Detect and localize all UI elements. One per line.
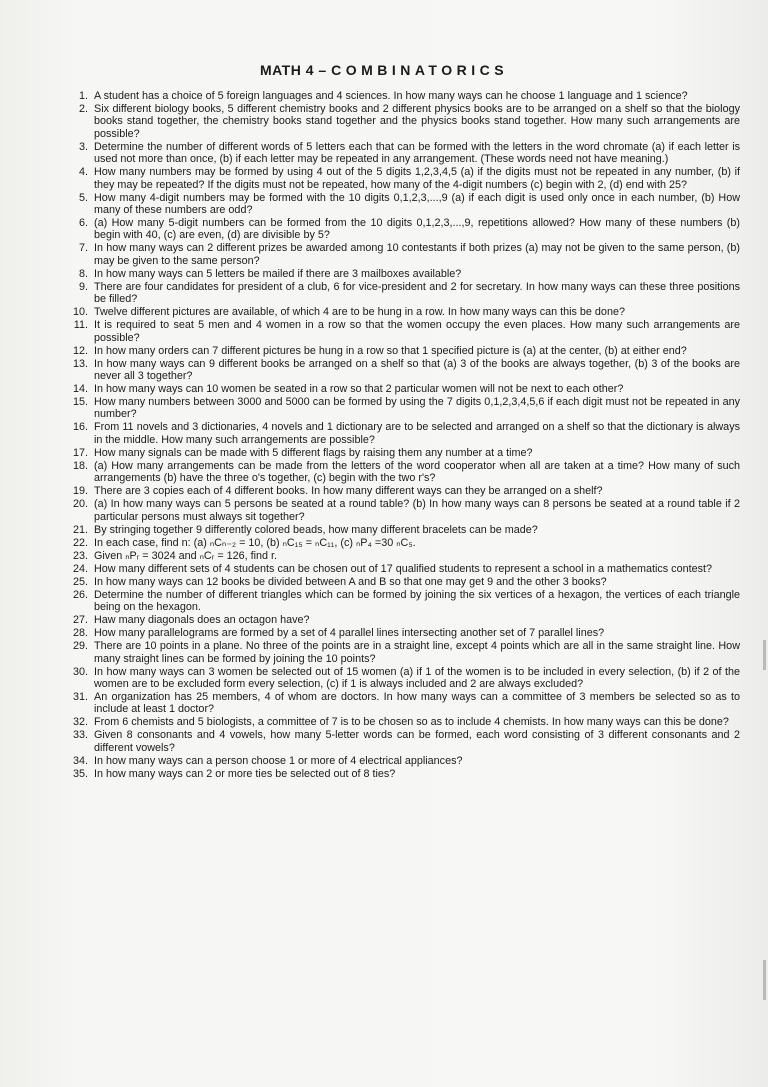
- problem-text: It is required to seat 5 men and 4 women in a row so that the women occupy the even places. How many such arrangements are possible?: [94, 319, 740, 344]
- problem-number: 19.: [72, 485, 88, 498]
- problem-number: 4.: [78, 166, 88, 179]
- problem-item: [60, 691, 740, 716]
- scan-edge-mark: [763, 640, 766, 670]
- problem-text: There are 3 copies each of 4 different books. In how many different ways can they be arranged on a shelf?: [94, 485, 603, 498]
- problem-item: [60, 242, 740, 267]
- problem-number: 7.: [78, 242, 88, 255]
- problem-item: [60, 729, 740, 754]
- problem-text: Given ₙPᵣ = 3024 and ₙCᵣ = 126, find r.: [94, 549, 278, 562]
- problem-text: From 6 chemists and 5 biologists, a committee of 7 is to be chosen so as to include 4 chemists. In how many ways can this be done?: [94, 716, 729, 729]
- problem-text: Haw many diagonals does an octagon have?: [94, 614, 310, 627]
- problem-number: 15.: [72, 396, 88, 409]
- title-prefix: MATH 4 –: [259, 62, 332, 78]
- problem-item: [60, 141, 740, 166]
- problem-text: How many signals can be made with 5 different flags by raising them any number at a time?: [94, 446, 533, 459]
- problem-number: 1.: [78, 90, 88, 102]
- problem-number: 17.: [72, 446, 88, 459]
- problem-number: 11.: [73, 319, 88, 332]
- problem-item: [60, 537, 740, 549]
- problem-text: In each case, find n: (a) ₙCₙ₋₂ = 10, (b) ₙC₁₅ = ₙC₁₁, (c) ₙP₄ =30 ₙC₅.: [94, 536, 416, 549]
- problem-item: [60, 383, 740, 395]
- problem-number: 10.: [72, 306, 88, 319]
- problem-number: 18.: [72, 459, 88, 472]
- problem-list: [60, 90, 740, 781]
- problem-item: [60, 716, 740, 728]
- problem-item: [60, 576, 740, 588]
- problem-number: 28.: [72, 627, 88, 640]
- problem-text: Determine the number of different triangles which can be formed by joining the six vertices of a hexagon, the vertices of each triangle being on the hexagon.: [94, 588, 740, 614]
- problem-item: [60, 666, 740, 691]
- problem-number: 31.: [72, 690, 88, 703]
- problem-item: [60, 217, 740, 242]
- problem-number: 25.: [72, 575, 88, 588]
- problem-item: [60, 485, 740, 497]
- problem-item: [60, 614, 740, 626]
- problem-text: (a) In how many ways can 5 persons be seated at a round table? (b) In how many ways can 8 persons be seated at a round table if 2 particular persons must always sit together?: [94, 498, 740, 523]
- problem-item: [60, 460, 740, 485]
- problem-text: How many 4-digit numbers may be formed with the 10 digits 0,1,2,3,...,9 (a) if each digit is used only once in each number, (b) How many of these numbers are odd?: [94, 191, 740, 217]
- problem-text: In how many ways can 9 different books be arranged on a shelf so that (a) 3 of the books are always together, (b) 3 of the books are never all 3 together?: [94, 357, 740, 383]
- problem-item: [60, 396, 740, 421]
- title-spaced: COMBINATORICS: [331, 62, 509, 78]
- problem-number: 21.: [72, 523, 88, 536]
- problem-item: [60, 345, 740, 357]
- problem-text: In how many orders can 7 different pictures be hung in a row so that 1 specified picture is (a) at the center, (b) at either end?: [94, 344, 687, 357]
- problem-item: [60, 281, 740, 306]
- problem-text: In how many ways can 2 or more ties be selected out of 8 ties?: [94, 767, 396, 780]
- problem-number: 27.: [72, 614, 88, 627]
- problem-item: [60, 498, 740, 523]
- problem-number: 26.: [72, 588, 88, 601]
- problem-text: An organization has 25 members, 4 of whom are doctors. In how many ways can a committee of 3 members be selected so as to include at least 1 doctor?: [94, 690, 740, 716]
- problem-item: [60, 563, 740, 575]
- problem-text: There are 10 points in a plane. No three of the points are in a straight line, except 4 points which are all in the same straight line. How many straight lines can be formed by joining the 10 points?: [94, 640, 740, 665]
- problem-text: In how many ways can 2 different prizes be awarded among 10 contestants if both prizes (a) may not be given to the same person, (b) may be given to the same person?: [94, 242, 740, 267]
- problem-number: 22.: [72, 536, 88, 549]
- problem-item: [60, 550, 740, 562]
- problem-text: From 11 novels and 3 dictionaries, 4 novels and 1 dictionary are to be selected and arranged on a shelf so that the dictionary is always in the middle. How many such arrangements are possible?: [94, 421, 740, 446]
- problem-text: How many numbers between 3000 and 5000 can be formed by using the 7 digits 0,1,2,3,4,5,6 if each digit must not be repeated in any number?: [94, 396, 740, 421]
- problem-text: A student has a choice of 5 foreign languages and 4 sciences. In how many ways can he choose 1 language and 1 science?: [94, 90, 688, 102]
- problem-number: 29.: [72, 640, 88, 653]
- problem-text: (a) How many 5-digit numbers can be formed from the 10 digits 0,1,2,3,...,9, repetitions allowed? How many of these numbers (b) begin with 40, (c) are even, (d) are divisible by 5?: [94, 217, 740, 242]
- problem-item: [60, 306, 740, 318]
- problem-text: (a) How many arrangements can be made from the letters of the word cooperator when all are taken at a time? How many of such arrangements (b) have the three o's together, (c) begin with the two r's?: [94, 459, 740, 485]
- problem-text: Twelve different pictures are available, of which 4 are to be hung in a row. In how many ways can this be done?: [94, 306, 625, 319]
- problem-text: In how many ways can a person choose 1 or more of 4 electrical appliances?: [94, 754, 463, 767]
- problem-item: [60, 640, 740, 665]
- problem-text: Given 8 consonants and 4 vowels, how many 5-letter words can be formed, each word consisting of 3 different consonants and 2 different vowels?: [94, 729, 740, 754]
- problem-number: 32.: [72, 716, 88, 729]
- scan-edge-mark: [763, 960, 766, 1000]
- problem-text: Determine the number of different words of 5 letters each that can be formed with the letters in the word chromate (a) if each letter is used not more than once, (b) if each letter may be repeated in any arrangement. (These words need not have meaning.): [94, 140, 740, 166]
- problem-number: 14.: [72, 383, 88, 396]
- problem-number: 35.: [72, 767, 88, 780]
- problem-item: [60, 319, 740, 344]
- problem-text: How many numbers may be formed by using 4 out of the 5 digits 1,2,3,4,5 (a) if the digits must not be repeated in any number, (b) if they may be repeated? If the digits must not be repeated, how many of the 4-digit numbers (c) begin with 2, (d) end with 25?: [94, 166, 740, 191]
- problem-item: [60, 268, 740, 280]
- problem-text: Six different biology books, 5 different chemistry books and 2 different physics books are to be arranged on a shelf so that the biology books stand together, the chemistry books stand together and the physics books stand together. How many such arrangements are possible?: [94, 103, 740, 140]
- problem-number: 20.: [72, 498, 88, 511]
- problem-text: How many parallelograms are formed by a set of 4 parallel lines intersecting another set of 7 parallel lines?: [94, 627, 605, 640]
- problem-number: 16.: [72, 421, 88, 434]
- problem-number: 23.: [72, 549, 88, 562]
- problem-number: 2.: [78, 103, 88, 115]
- problem-item: [60, 589, 740, 614]
- page-title: [0, 62, 768, 78]
- problem-text: In how many ways can 12 books be divided between A and B so that one may get 9 and the other 3 books?: [94, 575, 607, 588]
- problem-text: There are four candidates for president of a club, 6 for vice-president and 2 for secretary. In how many ways can these three positions be filled?: [94, 280, 740, 306]
- problem-number: 6.: [78, 217, 88, 230]
- problem-number: 34.: [72, 754, 88, 767]
- problem-item: [60, 421, 740, 446]
- problem-number: 9.: [78, 280, 88, 293]
- problem-number: 8.: [78, 267, 88, 280]
- problem-item: [60, 192, 740, 217]
- problem-number: 3.: [78, 140, 88, 153]
- problem-item: [60, 627, 740, 639]
- problem-text: In how many ways can 10 women be seated in a row so that 2 particular women will not be next to each other?: [94, 383, 624, 396]
- problem-item: [60, 524, 740, 536]
- problem-text: In how many ways can 5 letters be mailed if there are 3 mailboxes available?: [94, 267, 462, 280]
- problem-item: [60, 358, 740, 383]
- problem-item: [60, 166, 740, 191]
- problem-number: 33.: [72, 729, 88, 742]
- problem-number: 12.: [72, 344, 88, 357]
- problem-number: 5.: [78, 191, 88, 204]
- problem-text: How many different sets of 4 students can be chosen out of 17 qualified students to represent a school in a mathematics contest?: [94, 562, 712, 575]
- problem-text: By stringing together 9 differently colored beads, how many different bracelets can be made?: [94, 523, 538, 536]
- problem-item: [60, 90, 740, 102]
- problem-item: [60, 768, 740, 780]
- problem-number: 13.: [72, 357, 88, 370]
- problem-number: 30.: [72, 665, 88, 678]
- problem-item: [60, 103, 740, 140]
- problem-number: 24.: [72, 562, 88, 575]
- problem-text: In how many ways can 3 women be selected out of 15 women (a) if 1 of the women is to be included in every selection, (b) if 2 of the women are to be excluded form every selection, (c) if 1 is always included and 2 are always excluded?: [94, 665, 740, 690]
- problem-item: [60, 447, 740, 459]
- problem-item: [60, 755, 740, 767]
